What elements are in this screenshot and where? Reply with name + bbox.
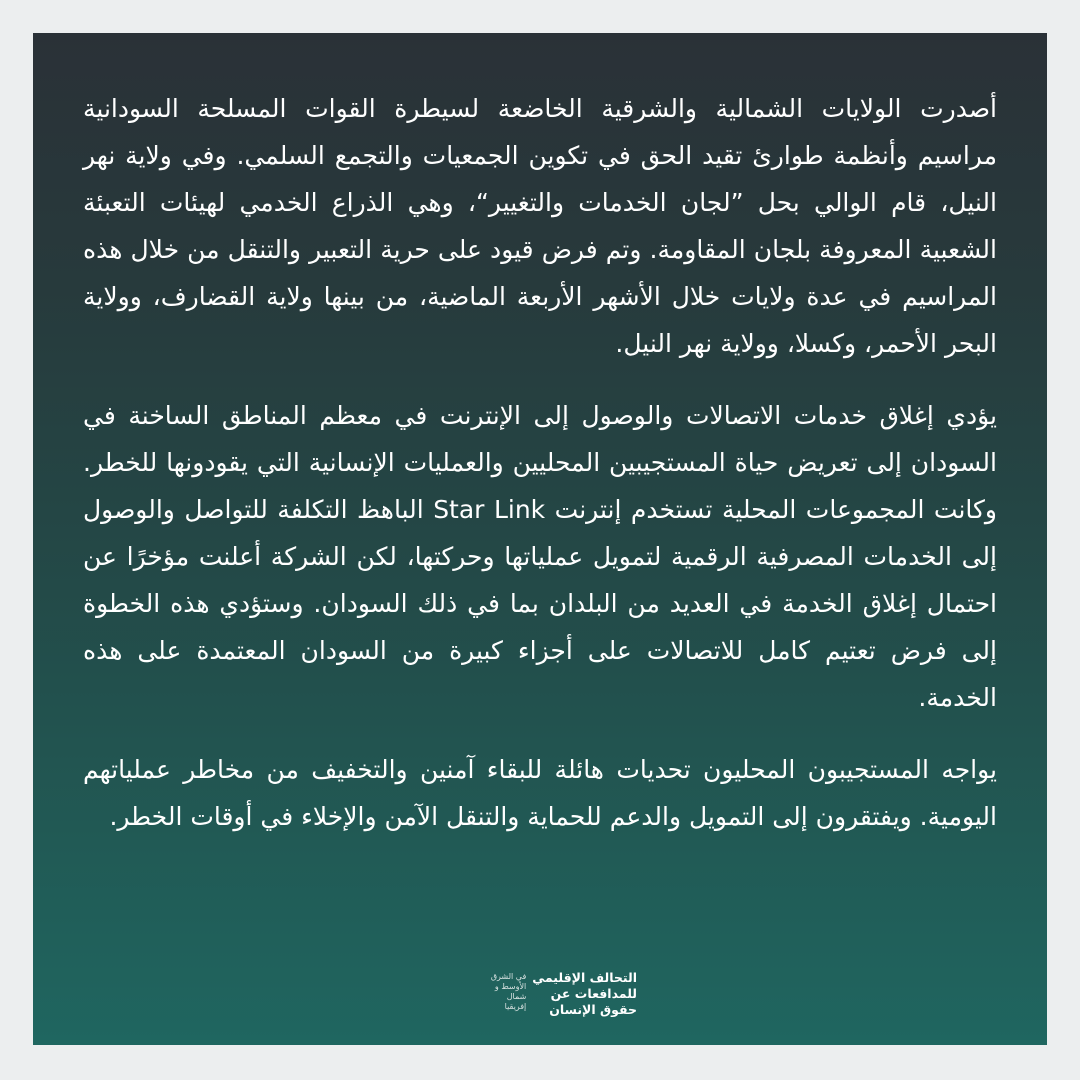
logo-line-2: للمدافعات عن xyxy=(550,986,637,1001)
logo-line-3: حقوق الإنسان xyxy=(549,1002,637,1017)
logo-sub-1: في الشرق xyxy=(490,972,527,981)
logo-sub-3: شمال xyxy=(506,992,527,1001)
paragraph-communications-shutdown: يؤدي إغلاق خدمات الاتصالات والوصول إلى الإنترنت في معظم المناطق الساخنة في السودان إلى تعريض حياة المستجيبين المحليين والعمليات الإنسانية التي يقودونها للخطر. وكانت المجموعات المحلية تستخدم إنترنت Star Link الباهظ التكلفة للتواصل والوصول إلى الخدمات المصرفية الرقمية لتمويل عملياتها وحركتها، لكن الشركة أعلنت مؤخرًا عن احتمال إغلاق الخدمة في العديد من البلدان بما في ذلك السودان. وستؤدي هذه الخطوة إلى فرض تعتيم كامل للاتصالات على أجزاء كبيرة من السودان المعتمدة على هذه الخدمة. xyxy=(83,401,997,712)
logo-sub-4: إفريقيا xyxy=(504,1002,527,1011)
coalition-logo xyxy=(447,970,637,1030)
paragraph-responder-challenges: يواجه المستجيبون المحليون تحديات هائلة للبقاء آمنين والتخفيف من مخاطر عملياتهم اليومية. ويفتقرون إلى التمويل والدعم للحماية والتنقل الآمن والإخلاء في أوقات الخطر. xyxy=(83,755,997,831)
article-body xyxy=(83,85,997,865)
post-card xyxy=(33,33,1047,1045)
logo-main-text xyxy=(532,970,637,1018)
logo-sub-2: الأوسط و xyxy=(494,982,527,991)
paragraph-emergency-decrees: أصدرت الولايات الشمالية والشرقية الخاضعة لسيطرة القوات المسلحة السودانية مراسيم وأنظمة طوارئ تقيد الحق في تكوين الجمعيات والتجمع السلمي. وفي ولاية نهر النيل، قام الوالي بحل ”لجان الخدمات والتغيير“، وهي الذراع الخدمي لهيئات التعبئة الشعبية المعروفة بلجان المقاومة. وتم فرض قيود على حرية التعبير والتنقل من خلال هذه المراسيم في عدة ولايات خلال الأشهر الأربعة الماضية، من بينها ولاية القضارف، وولاية البحر الأحمر، وكسلا، وولاية نهر النيل. xyxy=(83,94,997,358)
logo-line-1: التحالف الإقليمي xyxy=(532,970,637,985)
logo-region-text xyxy=(491,970,526,1012)
